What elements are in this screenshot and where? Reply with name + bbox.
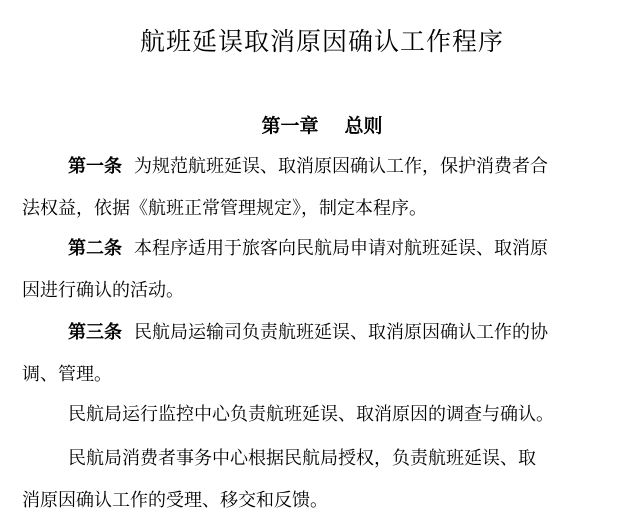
article-label: 第一条	[68, 156, 122, 177]
article-label: 第三条	[68, 322, 122, 343]
paragraph-1	[22, 394, 626, 436]
paragraph-text: 民航局运行监控中心负责航班延误、取消原因的调查与确认。	[68, 404, 554, 425]
article-label: 第二条	[68, 238, 122, 259]
article-text: 本程序适用于旅客向民航局申请对航班延误、取消原	[134, 238, 548, 259]
article-text: 民航局运输司负责航班延误、取消原因确认工作的协	[134, 322, 548, 343]
article-3	[22, 312, 626, 396]
paragraph-text: 民航局消费者事务中心根据民航局授权，负责航班延误、取	[68, 448, 536, 469]
article-2	[22, 228, 626, 312]
document-title: 航班延误取消原因确认工作程序	[139, 27, 504, 56]
paragraph-text: 消原因确认工作的受理、移交和反馈。	[22, 490, 328, 511]
chapter-number: 第一章	[261, 115, 319, 137]
article-text: 因进行确认的活动。	[22, 280, 184, 301]
article-text: 调、管理。	[22, 364, 112, 385]
chapter-heading	[0, 112, 644, 140]
paragraph-2	[22, 438, 626, 522]
chapter-name: 总则	[344, 115, 383, 137]
article-text: 为规范航班延误、取消原因确认工作，保护消费者合	[134, 156, 548, 177]
article-1	[22, 146, 626, 230]
article-text: 法权益，依据《航班正常管理规定》，制定本程序。	[22, 198, 427, 219]
